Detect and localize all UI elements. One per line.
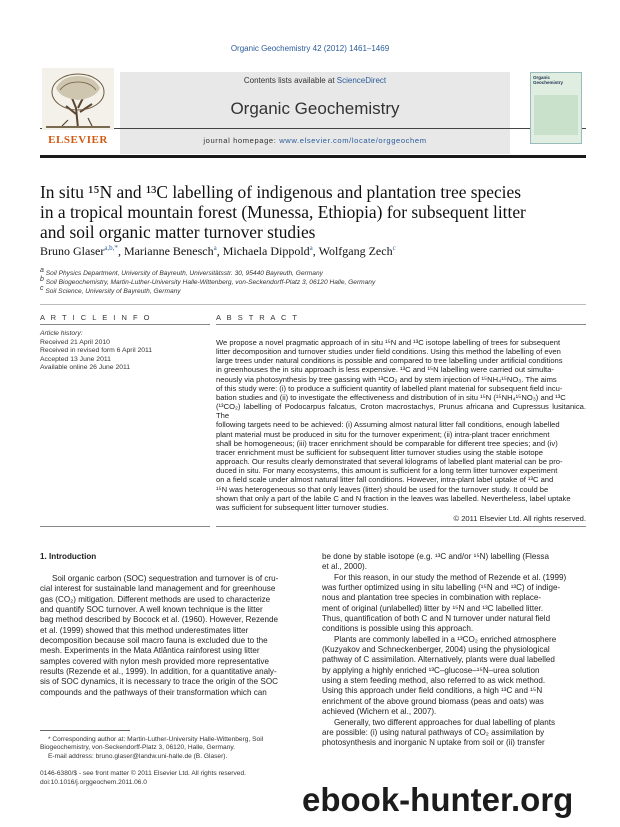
publisher-name: ELSEVIER [48, 134, 108, 146]
affiliation-marker: c [40, 285, 44, 292]
abstract-rule [216, 324, 586, 325]
author-name: Bruno Glaser [40, 244, 105, 258]
abstract-heading: A B S T R A C T [216, 313, 299, 322]
journal-reference[interactable]: Organic Geochemistry 42 (2012) 1461–1469 [230, 44, 390, 53]
body-line: mesh. Experiments in the Mata Atlântica rainforest using litter [40, 646, 260, 656]
footnote-email[interactable]: E-mail address: bruno.glaser@landw.uni-halle.de (B. Glaser). [48, 752, 228, 760]
article-info-heading: A R T I C L E I N F O [40, 313, 152, 322]
body-line: by applying a highly enriched ¹³C–glucose–¹⁵N–urea solution [322, 665, 540, 675]
body-left-column [40, 574, 312, 698]
history-label: Article history: [40, 330, 83, 337]
abstract-copyright: © 2011 Elsevier Ltd. All rights reserved. [453, 514, 586, 523]
body-line: sis of SOC dynamics, it is necessary to trace the origin of the SOC [40, 677, 278, 687]
abstract-line: large trees under natural conditions is possible and compared to tree labelling under artificial conditions [216, 356, 563, 366]
issn-line: 0146-6380/$ - see front matter © 2011 Elsevier Ltd. All rights reserved. [40, 770, 246, 777]
author-affiliation-marker[interactable]: a [309, 244, 313, 252]
footnote-line: * Corresponding author at: Martin-Luther-University Halle-Wittenberg, Soil [48, 736, 264, 743]
affiliation-marker: a [40, 267, 44, 274]
body-line: pathway of C assimilation. Alternatively, plants were dual labelled [322, 655, 555, 665]
body-line: Plants are commonly labelled in a ¹³CO₂ enriched atmosphere [334, 634, 557, 644]
body-line: was further optimized using in situ labelling (¹⁵N and ¹³C) of indige- [322, 583, 561, 593]
author-name: Michaela Dippold [222, 244, 310, 258]
affiliation-text: Soil Physics Department, University of Bayreuth, Universitätsstr. 30, 95440 Bayreuth, Germany [45, 270, 323, 278]
history-item: Received in revised form 6 April 2011 [40, 347, 153, 355]
author-name: Wolfgang Zech [318, 244, 393, 258]
body-line: et al. (1999) showed that this method underestimates litter [40, 625, 249, 635]
journal-homepage [120, 136, 510, 145]
abstract-line: ¹⁵N was heterogeneous so that only leaves (litter) should be used for the turnover study. It could be [216, 484, 549, 494]
body-line: photosynthesis and inorganic N uptake from soil or (ii) transfer [322, 738, 545, 748]
abstract-line: in greenhouses the in situ approach is less expensive. ¹³C and ¹⁵N labelling were carried out simulta- [216, 365, 554, 375]
body-line: decomposition because soil macro fauna is excluded due to the [40, 636, 268, 646]
title-line: In situ ¹⁵N and ¹³C labelling of indigenous and plantation tree species [40, 182, 522, 202]
history-item: Available online 26 June 2011 [40, 364, 131, 372]
body-line: nous and plantation tree species in combination with replace- [322, 593, 542, 603]
contents-prefix: Contents lists available at [243, 76, 337, 85]
author-affiliation-marker[interactable]: a [213, 244, 217, 252]
body-line: gas (CO₂) mitigation. Different methods are used to characterize [40, 594, 271, 604]
body-line: enrichment of the above ground biomass (peas and oats) was [322, 696, 544, 706]
abstract-body [216, 338, 586, 512]
affiliation-text: Soil Biogeochemistry, Martin-Luther-University Halle-Wittenberg, von-Seckendorff-Platz 3, 06120 Halle, Germany [45, 279, 376, 287]
abstract-line: plant material must be produced in situ for the turnover experiment; (ii) intra-plant tracer enrichment [216, 429, 550, 439]
introduction-heading: 1. Introduction [40, 552, 97, 561]
body-line: Generally, two different approaches for dual labelling of plants [334, 717, 556, 727]
body-line: using a stem feeding method, also referred to as wick method. [322, 676, 546, 686]
body-right-column [322, 552, 586, 749]
body-line: results (Rezende et al., 1999). In addition, for a quantitative analy- [40, 667, 277, 677]
abstract-line: We propose a novel pragmatic approach of in situ ¹⁵N and ¹³C isotope labelling of trees for subsequent [216, 338, 561, 347]
author-affiliation-marker[interactable]: a,b,* [104, 244, 118, 252]
body-line: compounds and the pathways of their transformation which can [40, 687, 267, 697]
body-line: Thus, quantification of both C and N turnover under natural field [322, 614, 551, 624]
header-bottom-rule [40, 155, 586, 158]
body-line: achieved (Wichern et al., 2007). [322, 707, 437, 717]
body-line: conditions is possible using this approach. [322, 624, 474, 634]
abstract-line: litter decomposition and turnover studies under field conditions. Using this method the labelling of even [216, 347, 561, 357]
watermark-text: ebook-hunter.org [302, 781, 574, 818]
article-info-rule [40, 324, 210, 325]
section-divider [40, 304, 586, 305]
history-item: Accepted 13 June 2011 [40, 355, 111, 363]
abstract-line: following targets need to be achieved: (i) Assuming almost natural litter fall conditions, enough labelled [216, 420, 560, 430]
abstract-line: of this study were: (i) to produce a sufficient quantity of labelled plant material for subsequent field incu- [216, 383, 563, 393]
title-line: in a tropical mountain forest (Munessa, Ethiopia) for subsequent litter [40, 202, 526, 222]
body-line: are possible: (i) using natural pathways of CO₂ assimilation by [322, 727, 545, 737]
abstract-line: bation studies and (ii) to investigate the effectiveness and distribution of in situ ¹⁵N (¹⁵NH₄¹⁵NO₃) and ¹³C [216, 392, 566, 402]
body-line: bag method described by Bocock et al. (1960). However, Rezende [40, 615, 279, 625]
abstract-line: duced in situ. For many ecosystems, this amount is sufficient for a long term litter turnover experiment [216, 466, 558, 476]
abstract-line: on a field scale under almost natural litter fall conditions. However, intra-plant label uptake of ¹³C and [216, 475, 554, 485]
body-line: ment of original (unlabelled) litter by ¹⁵N and ¹³C labelled litter. [322, 603, 544, 613]
homepage-prefix: journal homepage: [203, 136, 280, 145]
author-affiliation-marker[interactable]: c [392, 244, 396, 252]
abstract-line: was sufficient for subsequent litter turnover studies. [216, 502, 389, 512]
abstract-line: tracer enrichment must be sufficient for subsequent litter turnover studies using the stable isotope [216, 447, 543, 457]
homepage-url[interactable]: www.elsevier.com/locate/orggeochem [279, 136, 427, 145]
body-line: samples covered with nylon mesh provided more representative [40, 656, 269, 666]
title-line: and soil organic matter turnover studies [40, 222, 316, 242]
sciencedirect-link[interactable]: ScienceDirect [336, 76, 387, 85]
affiliation [40, 284, 586, 296]
abstract-line: shall be homogeneous; (iii) tracer enrichment should be comparable for different tree species; and (iv) [216, 438, 558, 448]
journal-cover-thumbnail[interactable] [530, 72, 582, 144]
corresponding-author-footnote [40, 736, 312, 761]
header-divider [40, 128, 586, 129]
abstract-line: shown that only a part of the labile C and N fraction in the leaves was labelled. Nevertheless, label uptake [216, 493, 571, 503]
affiliation-text: Soil Science, University of Bayreuth, Germany [45, 288, 181, 296]
contents-line [120, 76, 510, 85]
article-title [40, 182, 586, 242]
footnote-line: Biogeochemistry, von-Seckendorff-Platz 3, 06120, Halle, Germany. [40, 744, 235, 752]
cover-graphic [534, 95, 578, 135]
body-line: et al., 2000). [322, 562, 367, 572]
journal-name: Organic Geochemistry [230, 99, 400, 118]
article-info-bottom-rule [40, 526, 210, 527]
abstract-line: (¹³CO₂) labelling of Podocarpus falcatus, Croton macrostachys, Prunus africana and Cupressus lusitanica. The [216, 402, 586, 421]
doi-link[interactable]: doi:10.1016/j.orggeochem.2011.06.0 [40, 779, 147, 786]
footnote-rule [40, 730, 130, 731]
body-line: and quantify SOC turnover. A well known technique is the litter [40, 605, 263, 615]
body-line: Using this approach under field conditions, a high ¹³C and ¹⁵N [322, 686, 543, 696]
body-line: Soil organic carbon (SOC) sequestration and turnover is of cru- [52, 574, 279, 583]
cover-title: Organic Geochemistry [533, 75, 564, 85]
body-line: For this reason, in our study the method of Rezende et al. (1999) [334, 572, 567, 582]
author-name: Marianne Benesch [123, 244, 214, 258]
abstract-line: approach. Our results clearly demonstrated that several kilograms of labelled plant material can be pro- [216, 457, 563, 467]
author-list: Bruno Glaser$^{a,b,*}$, Marianne Benesch$^a$, Michaela Dippold$^a$, Wolfgang Zech$^c$ [40, 244, 396, 258]
abstract-line: neously via photosynthesis by tree gassing with ¹³CO₂ and by stem injection of ¹⁵NH₄¹⁵NO₃. The aims [216, 374, 557, 384]
body-line: (Kuzyakov and Schneckenberger, 2004) using the physiological [322, 645, 550, 655]
article-history [40, 330, 210, 373]
body-line: be done by stable isotope (e.g. ¹³C and/or ¹⁵N) labelling (Flessa [322, 552, 549, 561]
affiliation-marker: b [40, 276, 44, 283]
history-item: Received 21 April 2010 [40, 338, 110, 346]
abstract-bottom-rule [216, 526, 586, 527]
body-line: cial interest for sustainable land management and for greenhouse [40, 584, 276, 594]
